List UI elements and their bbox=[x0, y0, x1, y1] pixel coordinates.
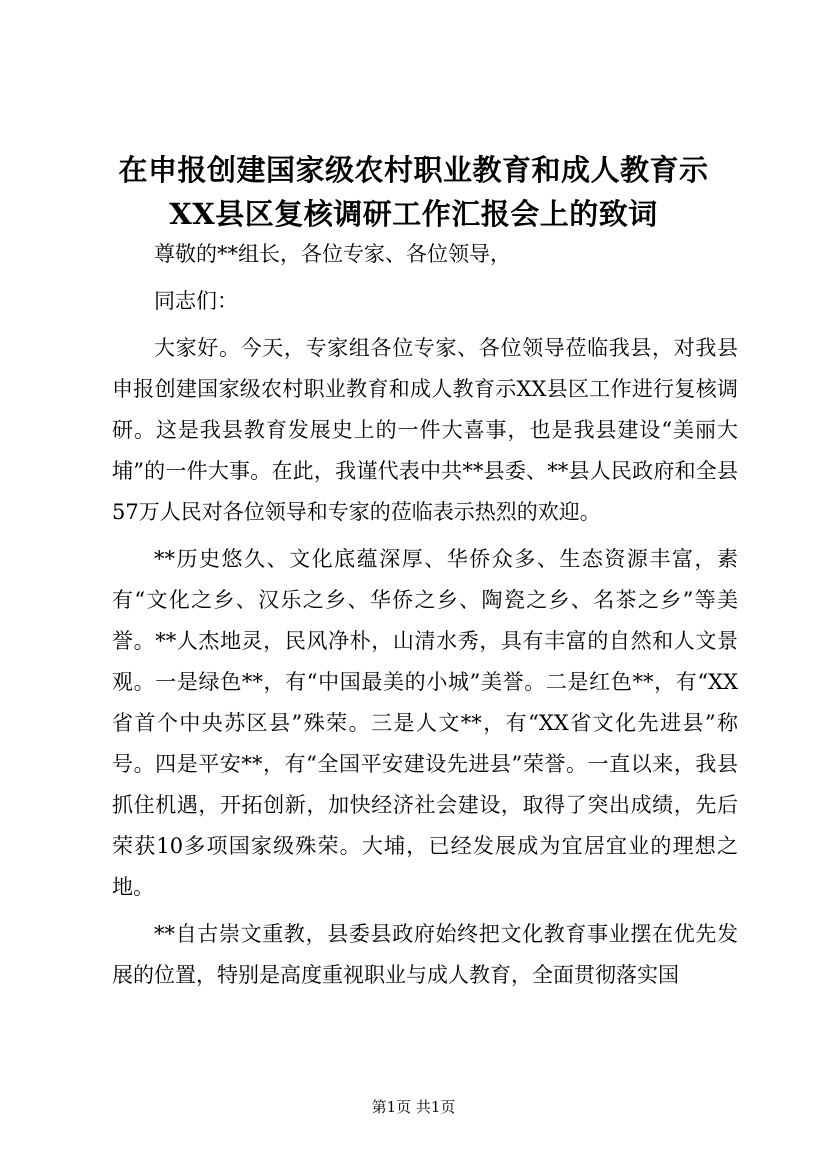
salutation-comrades: 同志们： bbox=[154, 289, 238, 313]
document-title-line-1: 在申报创建国家级农村职业教育和成人教育示 bbox=[118, 153, 709, 187]
page-footer: 第1页 共1页 bbox=[371, 1098, 456, 1116]
salutation: 尊敬的**组长，各位专家、各位领导， bbox=[154, 242, 511, 266]
document-body bbox=[112, 234, 738, 996]
body-paragraph: **历史悠久、文化底蕴深厚、华侨众多、生态资源丰富，素有“文化之乡、汉乐之乡、华侨之乡、陶瓷之乡、名茶之乡”等美誉。**人杰地灵，民风净朴，山清水秀，具有丰富的自然和人文景观。一是绿色**，有“中国最美的小城”美誉。二是红色**，有“XX省首个中央苏区县”殊荣。三是人文**，有“XX省文化先进县”称号。四是平安**，有“全国平安建设先进县”荣誉。一直以来，我县抓住机遇，开拓创新，加快经济社会建设，取得了突出成绩，先后荣获10多项国家级殊荣。大埔，已经发展成为宜居宜业的理想之地。 bbox=[112, 547, 738, 899]
document-title-line-2: XX县区复核调研工作汇报会上的致词 bbox=[169, 197, 658, 231]
body-paragraph: 大家好。今天，专家组各位专家、各位领导莅临我县，对我县申报创建国家级农村职业教育和成人教育示XX县区工作进行复核调研。这是我县教育发展史上的一件大喜事，也是我县建设“美丽大埔”的一件大事。在此，我谨代表中共**县委、**县人民政府和全县57万人民对各位领导和专家的莅临表示热烈的欢迎。 bbox=[112, 336, 738, 524]
body-paragraph: **自古崇文重教，县委县政府始终把文化教育事业摆在优先发展的位置，特别是高度重视职业与成人教育，全面贯彻落实国 bbox=[112, 922, 738, 987]
